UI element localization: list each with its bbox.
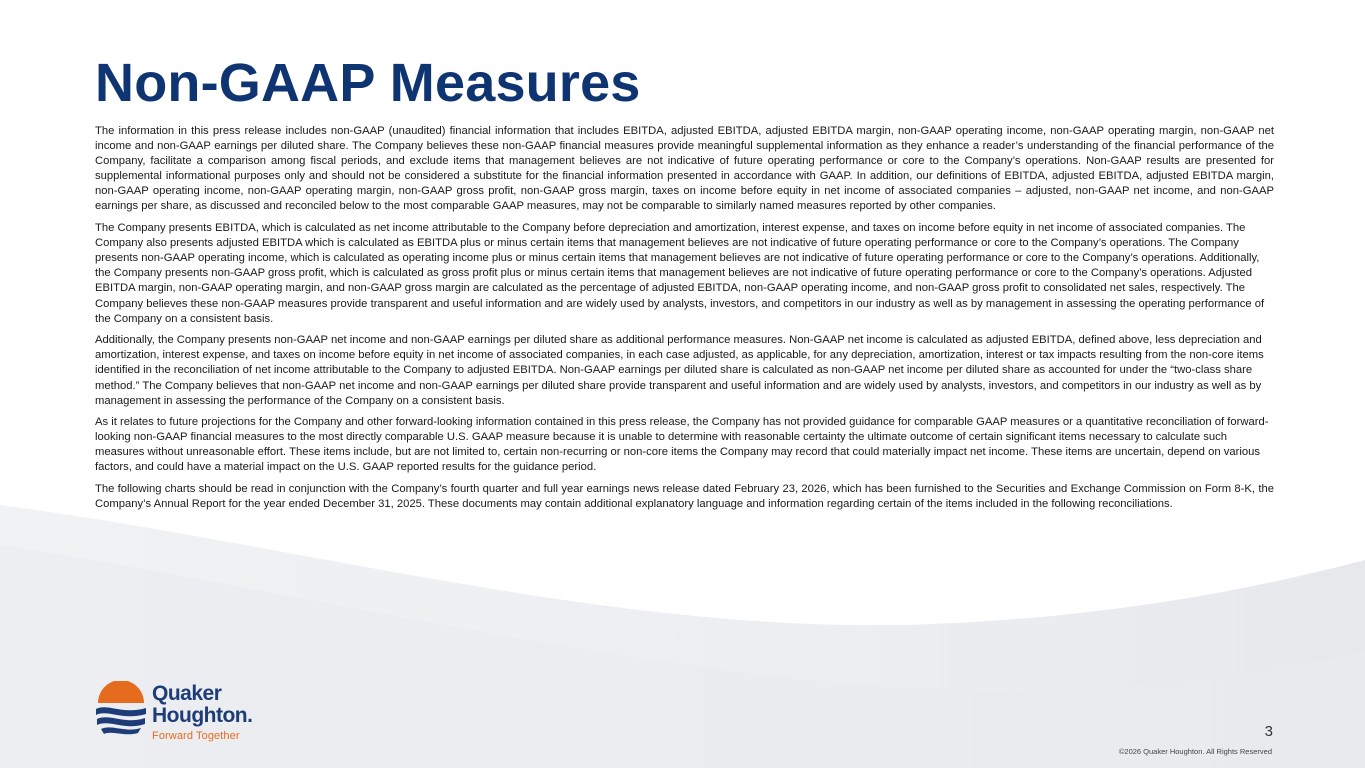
logo-mark-icon [94,681,148,737]
paragraph-ebitda: The Company presents EBITDA, which is calculated as net income attributable to the Company before depreciation and amortization, interest expense, and taxes on income before equity in net income of associated companies. The Company also presents adjusted EBITDA which is calculated as EBITDA plus or minus certain items that management believes are not indicative of future operating performance or core to the Company’s operations. The Company presents non-GAAP operating income, which is calculated as operating income plus or minus certain items that management believes are not indicative of future operating performance or core to the Company’s operations. Additionally, the Company presents non-GAAP gross profit, which is calculated as gross profit plus or minus certain items that management believes are not indicative of future operating performance or core to the Company’s operations. Adjusted EBITDA margin, non-GAAP operating margin, and non-GAAP gross margin are calculated as the percentage of adjusted EBITDA, non-GAAP operating income, and non-GAAP gross profit to consolidated net sales, respectively. The Company believes these non-GAAP measures provide transparent and useful information and are widely used by analysts, investors, and competitors in our industry as well as by management in assessing the operating performance of the Company on a consistent basis. [95,222,1265,325]
quaker-houghton-logo [94,679,269,747]
paragraph-forward-looking: As it relates to future projections for the Company and other forward-looking information contained in this press release, the Company has not provided guidance for comparable GAAP measures or a quantitative reconciliation of forward-looking non-GAAP financial measures to the most directly comparable U.S. GAAP measure because it is unable to determine with reasonable certainty the ultimate outcome of certain significant items necessary to calculate such measures without unreasonable effort. These items include, but are not limited to, certain non-recurring or non-core items the Company may record that could materially impact net income. These items are uncertain, depend on various factors, and could have a material impact on the U.S. GAAP reported results for the guidance period. [95,416,1269,474]
page-title: Non-GAAP Measures [95,53,641,113]
logo-wordmark [152,683,252,727]
body-text [95,124,1274,519]
paragraph-reconciliations: The following charts should be read in conjunction with the Company’s fourth quarter and full year earnings news release dated February 23, 2026, which has been furnished to the Securities and Exchange Commission on Form 8-K, the Company’s Annual Report for the year ended December 31, 2025. These documents may contain additional explanatory language and information regarding certain of the items included in the following reconciliations. [95,483,1274,511]
logo-line-quaker: Quaker [152,682,222,705]
copyright-notice: ©2026 Quaker Houghton. All Rights Reserved [1118,747,1272,756]
logo-tagline: Forward Together [152,730,240,742]
paragraph-net-income: Additionally, the Company presents non-GAAP net income and non-GAAP earnings per diluted share as additional performance measures. Non-GAAP net income is calculated as adjusted EBITDA, defined above, less depreciation and amortization, interest expense, and taxes on income before equity in net income of associated companies, in each case adjusted, as applicable, for any depreciation, amortization, interest or tax impacts resulting from the non-core items identified in the reconciliation of net income attributable to the Company to adjusted EBITDA. Non-GAAP earnings per diluted share is calculated as non-GAAP net income per diluted share as accounted for under the “two-class share method.” The Company believes that non-GAAP net income and non-GAAP earnings per diluted share provide transparent and useful information and are widely used by analysts, investors, and competitors in our industry as well as by management in assessing the performance of the Company on a consistent basis. [95,334,1264,407]
logo-line-houghton: Houghton. [152,704,253,727]
page-number: 3 [1264,723,1273,740]
paragraph-intro: The information in this press release includes non-GAAP (unaudited) financial information that includes EBITDA, adjusted EBITDA, adjusted EBITDA margin, non-GAAP operating income, non-GAAP operating margin, non-GAAP net income and non-GAAP earnings per diluted share. The Company believes these non-GAAP financial measures provide meaningful supplemental information as they enhance a reader’s understanding of the financial performance of the Company, facilitate a comparison among fiscal periods, and exclude items that management believes are not indicative of future operating performance or core to the Company’s operations. Non-GAAP results are presented for supplemental informational purposes only and should not be considered a substitute for the financial information presented in accordance with GAAP. In addition, our definitions of EBITDA, adjusted EBITDA, adjusted EBITDA margin, non-GAAP operating income, non-GAAP operating margin, non-GAAP gross profit, non-GAAP gross margin, taxes on income before equity in net income of associated companies – adjusted, non-GAAP net income, and non-GAAP earnings per share, as discussed and reconciled below to the most comparable GAAP measures, may not be comparable to similarly named measures reported by other companies. [95,125,1274,213]
